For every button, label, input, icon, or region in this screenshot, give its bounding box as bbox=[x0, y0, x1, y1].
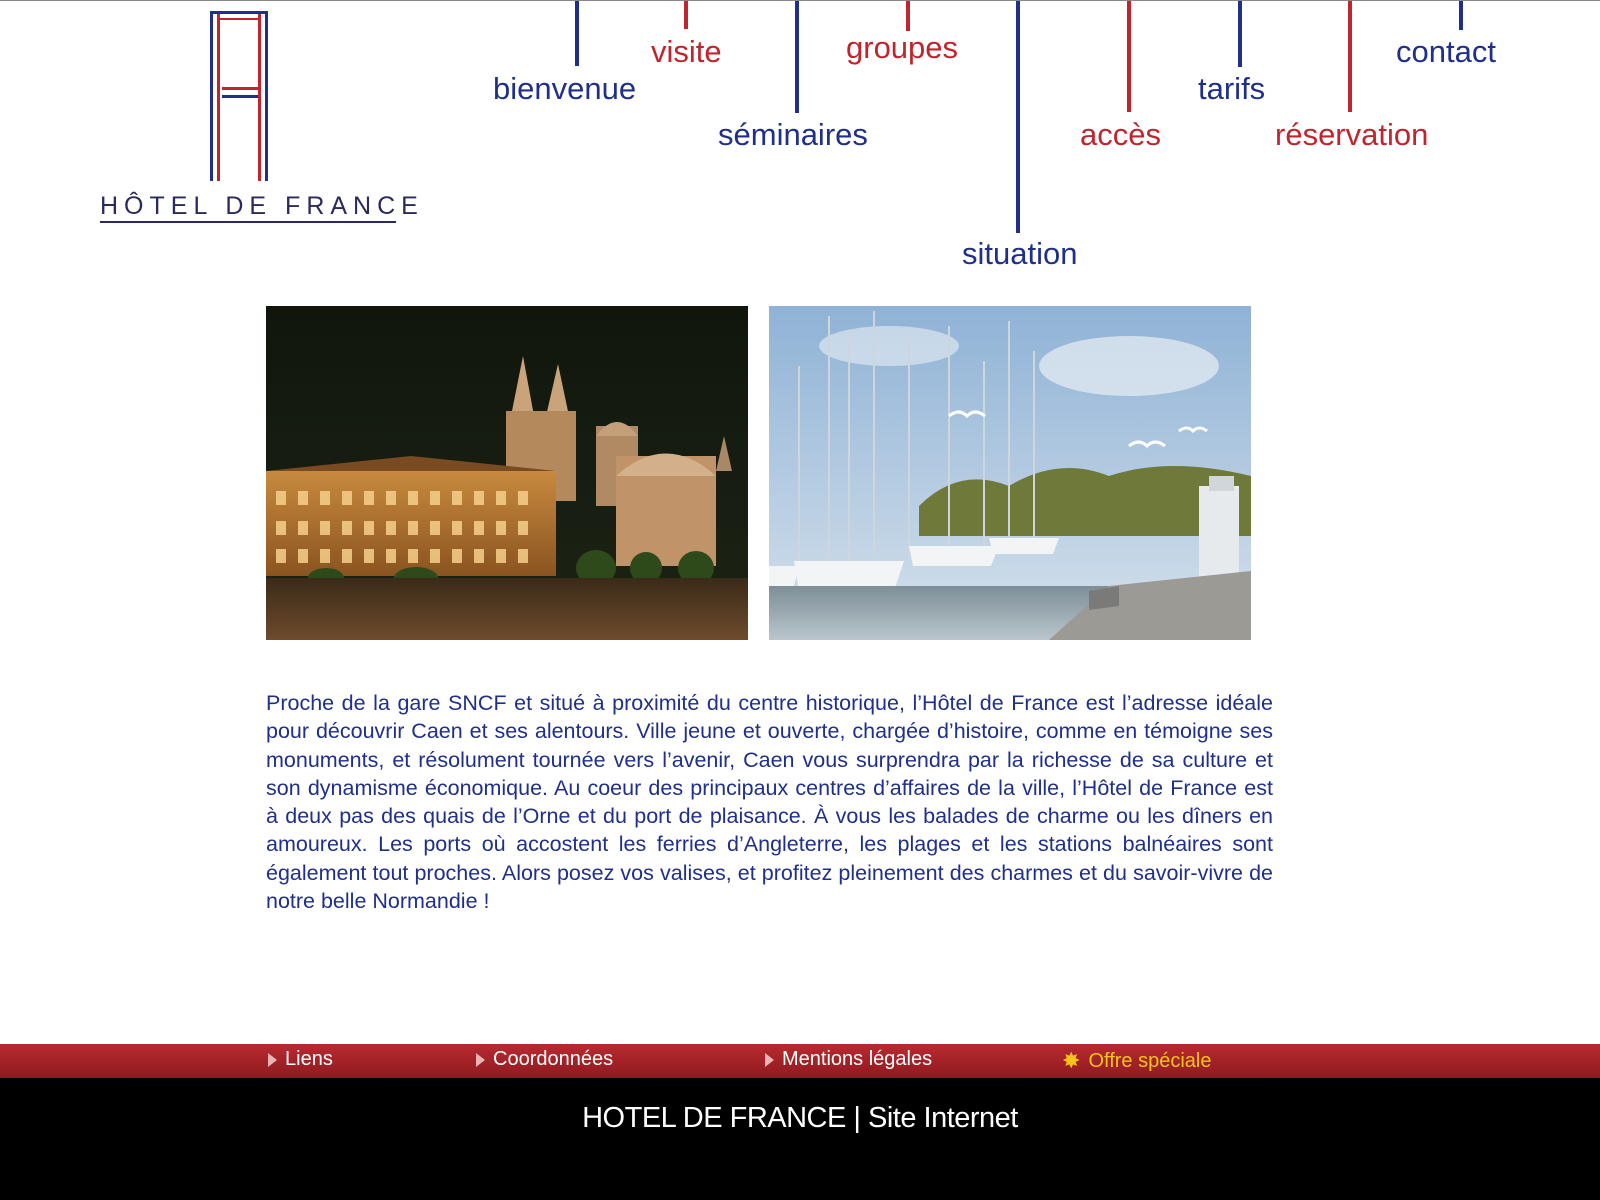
presentation-caption: HOTEL DE FRANCE | Site Internet bbox=[582, 1102, 1018, 1134]
nav-line-contact bbox=[1459, 1, 1463, 30]
nav-line-tarifs bbox=[1238, 1, 1242, 67]
marina-photo bbox=[769, 306, 1251, 640]
footer-bar bbox=[0, 1044, 1600, 1078]
footer-link-offre-speciale[interactable] bbox=[1062, 1048, 1211, 1074]
hf-monogram-icon bbox=[100, 9, 400, 194]
nav-line-seminaires bbox=[795, 1, 799, 113]
footer-link-coordonnees-label: Coordonnées bbox=[493, 1048, 614, 1070]
footer-link-coordonnees[interactable] bbox=[476, 1048, 613, 1071]
footer-link-mentions[interactable] bbox=[765, 1048, 932, 1071]
nav-line-groupes bbox=[906, 1, 910, 31]
arrow-right-icon bbox=[476, 1053, 485, 1067]
logo-brand-name: HÔTEL DE FRANCE bbox=[100, 192, 424, 220]
nav-line-bienvenue bbox=[575, 1, 579, 66]
nav-line-situation bbox=[1016, 1, 1020, 233]
intro-paragraph: Proche de la gare SNCF et situé à proximité du centre historique, l’Hôtel de France est l’adresse idéale pour découvrir Caen et ses alentours. Ville jeune et ouverte, chargée d’histoire, comme en témoigne ses monuments, et résolument tournée vers l’avenir, Caen vous surprendra par la richesse de sa culture et son dynamisme économique. Au coeur des principaux centres d’affaires de la ville, l’Hôtel de France est à deux pas des quais de l’Orne et du port de plaisance. À vous les balades de charme ou les dîners en amoureux. Les ports où accostent les ferries d’Angleterre, les plages et les stations balnéaires sont également tout proches. Alors posez vos valises, et profitez pleinement des charmes et du savoir-vivre de notre belle Normandie ! bbox=[266, 691, 1273, 914]
nav-visite[interactable]: visite bbox=[651, 34, 722, 69]
footer-link-mentions-label: Mentions légales bbox=[782, 1048, 933, 1070]
footer-link-liens[interactable] bbox=[268, 1048, 333, 1071]
nav-line-reservation bbox=[1348, 1, 1352, 112]
footer-link-liens-label: Liens bbox=[285, 1048, 333, 1070]
footer-link-offre-label: Offre spéciale bbox=[1088, 1049, 1212, 1072]
nav-reservation[interactable]: réservation bbox=[1275, 117, 1429, 152]
nav-situation[interactable]: situation bbox=[962, 236, 1078, 271]
sun-icon: ✸ bbox=[1062, 1048, 1081, 1073]
nav-line-acces bbox=[1127, 1, 1131, 112]
nav-bienvenue[interactable]: bienvenue bbox=[493, 71, 637, 106]
nav-line-visite bbox=[684, 1, 688, 29]
nav-groupes[interactable]: groupes bbox=[846, 30, 959, 65]
nav-contact[interactable]: contact bbox=[1396, 34, 1496, 69]
nav-seminaires[interactable]: séminaires bbox=[718, 117, 868, 152]
nav-tarifs[interactable]: tarifs bbox=[1198, 71, 1266, 106]
nav-acces[interactable]: accès bbox=[1080, 117, 1161, 152]
arrow-right-icon bbox=[765, 1053, 774, 1067]
abbey-night-photo bbox=[266, 306, 748, 640]
arrow-right-icon bbox=[268, 1053, 277, 1067]
logo-underline bbox=[100, 221, 396, 223]
hotel-logo[interactable] bbox=[100, 9, 424, 229]
